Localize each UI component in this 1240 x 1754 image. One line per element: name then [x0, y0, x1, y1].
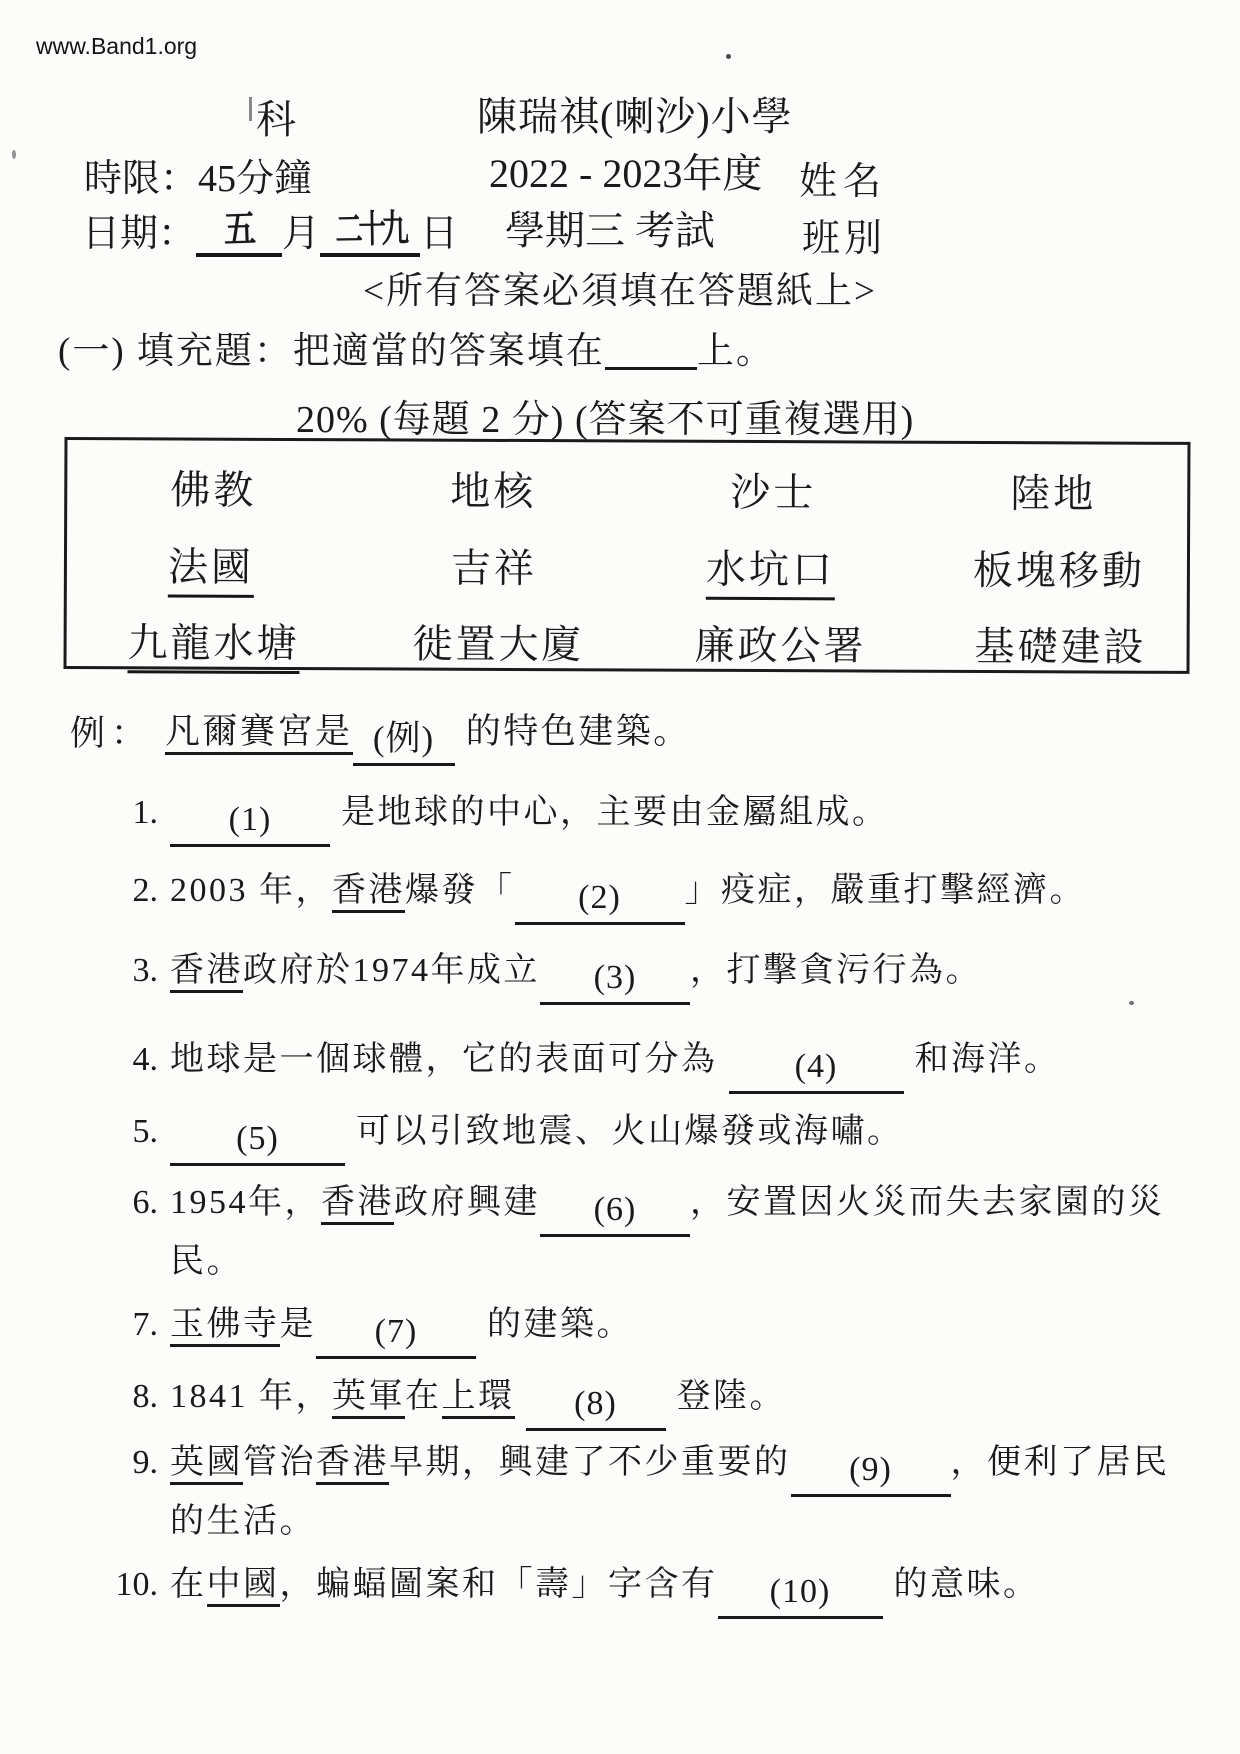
word-bank-box — [63, 437, 1190, 674]
wordbank-item: 九龍水塘 — [127, 611, 299, 674]
question-text: 管治 — [243, 1444, 316, 1481]
question-line — [92, 866, 1180, 925]
underlined-term: 上環 — [442, 1378, 515, 1419]
wordbank-item: 廉政公署 — [694, 622, 867, 669]
question-text: 」疫症，嚴重打擊經濟。 — [684, 872, 1086, 909]
scan-speck — [726, 54, 731, 59]
wordbank-item: 地核 — [450, 468, 537, 515]
underlined-term: 中國 — [207, 1566, 280, 1607]
underlined-term: 英軍 — [332, 1378, 405, 1419]
answer-sheet-instruction: <所有答案必須填在答題紙上> — [363, 271, 877, 312]
wordbank-item: 水坑口 — [706, 538, 835, 601]
fill-blank: (5) — [170, 1119, 345, 1166]
question-line — [92, 1560, 1180, 1619]
month-char: 月 — [282, 213, 321, 255]
subject-label: 科 — [256, 97, 298, 142]
question-line — [92, 1035, 1180, 1094]
question-text: 早期，興建了不少重要的 — [389, 1444, 791, 1481]
wordbank-item: 沙士 — [730, 469, 817, 516]
question-text: 地球是一個球體，它的表面可分為 — [170, 1041, 729, 1078]
underlined-term: 香港 — [321, 1184, 394, 1225]
name-label: 姓名 — [799, 161, 888, 203]
fill-blank: (6) — [540, 1190, 690, 1237]
question-text: 政府興建 — [394, 1184, 540, 1221]
question-number: 8. — [132, 1378, 158, 1415]
question-text: 2003 年， — [170, 872, 332, 909]
underlined-term: 香港 — [170, 952, 243, 993]
question-number: 2. — [132, 872, 158, 909]
day-char: 日 — [420, 213, 459, 255]
class-label: 班別 — [802, 218, 887, 260]
question-text: 登陸。 — [665, 1378, 786, 1415]
wordbank-item: 吉祥 — [450, 545, 538, 592]
handwritten-month: 五 — [222, 208, 256, 252]
fill-blank: (4) — [729, 1047, 904, 1094]
fill-blank: (10) — [718, 1572, 883, 1619]
question-number: 10. — [115, 1566, 158, 1603]
question-line — [92, 1438, 1180, 1547]
question-text: ，安置因火災而失去家園的災民。 — [170, 1184, 1165, 1280]
question-text: 的意味。 — [882, 1566, 1040, 1603]
fill-blank: (1) — [170, 800, 330, 847]
section-title-suffix: 上。 — [696, 331, 775, 372]
question-text: ，蝙蝠圖案和「壽」字含有 — [279, 1566, 718, 1603]
example-label: 例： — [70, 714, 153, 753]
question-line — [92, 1107, 1180, 1166]
question-text: ，打擊貪污行為。 — [690, 952, 982, 989]
question-line — [92, 788, 1180, 847]
question-text: 和海洋。 — [903, 1041, 1061, 1078]
scan-speck — [1129, 1001, 1134, 1005]
question-line — [92, 1178, 1180, 1287]
date-month-blank — [196, 207, 282, 257]
school-name: 陳瑞祺(喇沙)小學 — [477, 94, 793, 139]
question-number: 3. — [132, 952, 158, 989]
underlined-term: 英國 — [170, 1444, 243, 1485]
section-title-text: (一) 填充題：把適當的答案填在 — [58, 331, 605, 372]
fill-blank: (3) — [540, 958, 690, 1005]
question-text: 的特色建築。 — [454, 712, 691, 751]
underlined-term: 香港 — [332, 872, 405, 913]
fill-blank: (例) — [353, 719, 455, 766]
example-line — [165, 704, 691, 766]
question-text: 的建築。 — [476, 1306, 633, 1343]
wordbank-item: 板塊移動 — [972, 547, 1146, 594]
question-number: 5. — [132, 1113, 158, 1150]
fill-blank: (7) — [316, 1312, 476, 1359]
erased-character-mark — [249, 97, 252, 121]
underlined-term: 香港 — [316, 1444, 389, 1485]
wordbank-item: 徙置大廈 — [412, 621, 585, 668]
question-number: 6. — [132, 1184, 158, 1221]
question-text: 1954年， — [170, 1184, 321, 1221]
question-text: ，便利了居民的生活。 — [170, 1444, 1170, 1540]
question-line — [92, 946, 1180, 1005]
time-limit: 時限：45分鐘 — [84, 158, 313, 200]
question-number: 1. — [132, 794, 158, 831]
question-text: 在 — [405, 1378, 442, 1415]
wordbank-item: 基礎建設 — [974, 623, 1147, 670]
school-year: 2022 - 2023年度 — [489, 151, 763, 196]
section-title — [58, 320, 775, 374]
watermark: www.Band1.org — [36, 33, 198, 59]
question-line — [92, 1300, 1180, 1359]
question-text: 政府於1974年成立 — [243, 952, 540, 989]
section-inline-blank — [605, 323, 697, 370]
handwritten-day: 二十九 — [335, 208, 405, 252]
term-exam: 學期三 考試 — [505, 208, 715, 253]
question-number: 7. — [132, 1306, 158, 1343]
fill-blank: (9) — [791, 1450, 951, 1497]
question-text — [515, 1378, 526, 1415]
question-line — [92, 1372, 1180, 1431]
fill-blank: (2) — [515, 878, 685, 925]
wordbank-item: 法國 — [168, 535, 254, 597]
date-label: 日期： — [82, 213, 197, 255]
question-text: 爆發「 — [405, 872, 515, 909]
fill-blank: (8) — [526, 1384, 666, 1431]
wordbank-item: 陸地 — [1010, 471, 1097, 517]
question-text: 1841 年， — [170, 1378, 332, 1415]
score-note: 20% (每題 2 分) (答案不可重複選用) — [296, 399, 915, 441]
question-text: 是地球的中心，主要由金屬組成。 — [330, 794, 889, 831]
wordbank-item: 佛教 — [170, 467, 257, 513]
question-text: 在 — [170, 1566, 207, 1603]
question-number: 9. — [132, 1444, 158, 1481]
underlined-term: 凡爾賽宮是 — [165, 712, 353, 755]
question-text: 可以引致地震、火山爆發或海嘯。 — [345, 1113, 904, 1150]
question-number: 4. — [132, 1041, 158, 1078]
question-text: 是 — [279, 1306, 316, 1343]
date-day-blank — [320, 207, 420, 257]
underlined-term: 玉佛寺 — [170, 1306, 280, 1347]
date-line — [82, 202, 458, 257]
scan-speck — [12, 150, 16, 159]
